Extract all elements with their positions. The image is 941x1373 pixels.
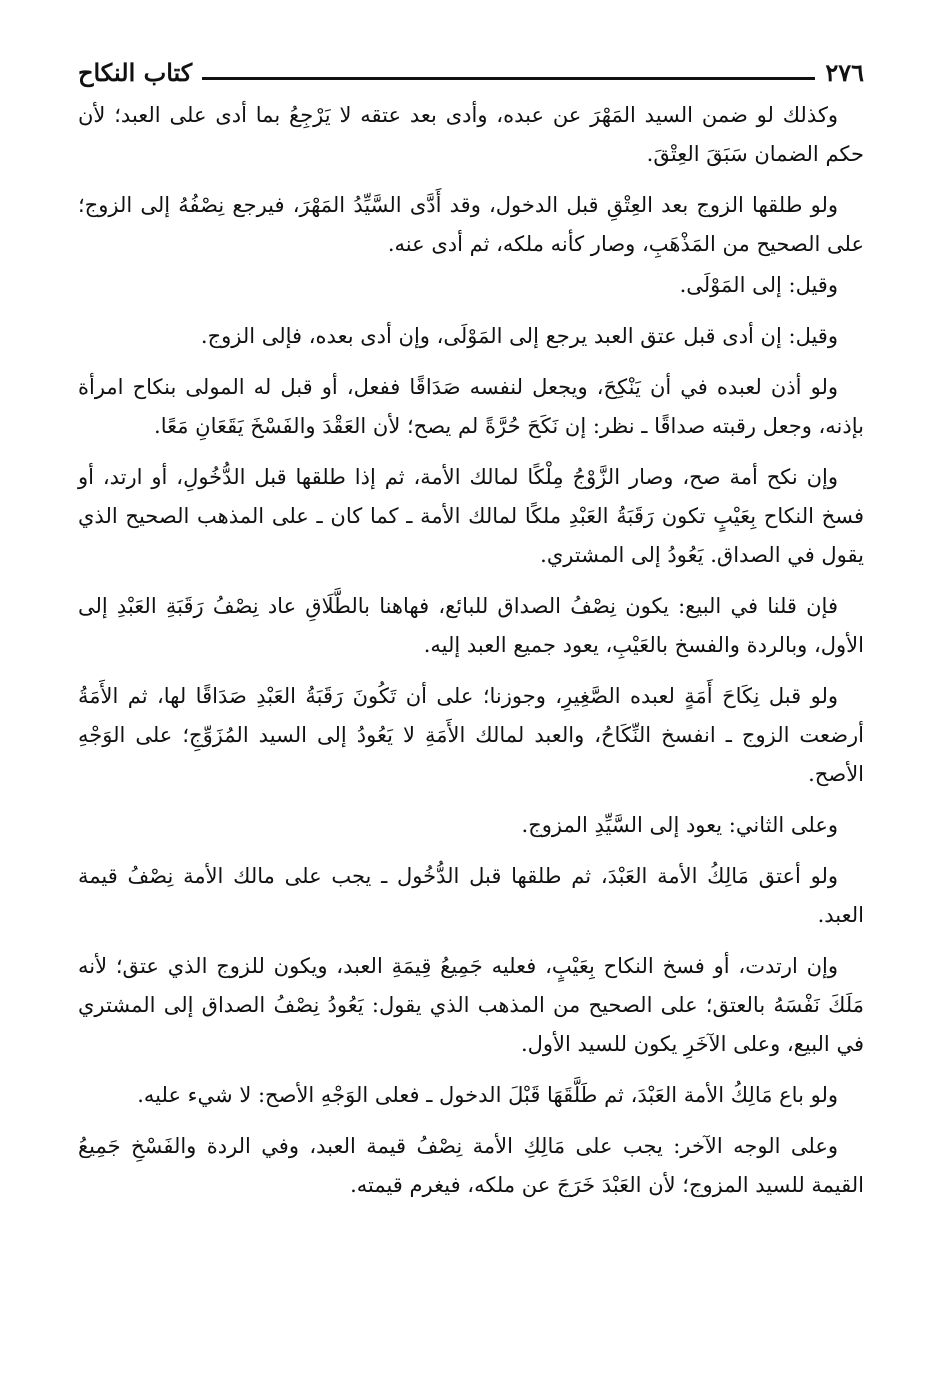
paragraph: ولو أذن لعبده في أن يَنْكِحَ، ويجعل لنفسه صَدَاقًا ففعل، أو قبل له المولى بنكاح امرأة بإذنه، وجعل رقبته صداقًا ـ نظر: إن نَكَحَ حُرَّةً لم يصح؛ لأن العَقْدَ والفَسْخَ يَقَعَانِ مَعًا.	[78, 375, 864, 438]
paragraph: فإن قلنا في البيع: يكون نِصْفُ الصداق للبائع، فهاهنا بالطَّلَاقِ عاد نِصْفُ رَقَبَةِ العَبْدِ إلى الأول، وبالردة والفسخ بالعَيْبِ، يعود جميع العبد إليه.	[78, 594, 864, 657]
paragraph: وإن نكح أمة صح، وصار الزَّوْجُ مِلْكًا لمالك الأمة، ثم إذا طلقها قبل الدُّخُولِ، أو ارتد، أو فسخ النكاح بِعَيْبٍ تكون رَقَبَةُ العَبْدِ ملكًا لمالك الأمة ـ كما كان ـ على المذهب الصحيح الذي يقول في الصداق. يَعُودُ إلى المشتري.	[78, 465, 864, 567]
book-page	[78, 52, 864, 1217]
paragraph: ولو باع مَالِكُ الأمة العَبْدَ، ثم طَلَّقَهَا قَبْلَ الدخول ـ فعلى الوَجْهِ الأصح: لا شيء عليه.	[137, 1083, 838, 1107]
running-title: كتاب النكاح	[78, 57, 193, 87]
paragraph: وقيل: إن أدى قبل عتق العبد يرجع إلى المَوْلَى، وإن أدى بعده، فإلى الزوج.	[200, 324, 838, 348]
paragraph: وكذلك لو ضمن السيد المَهْرَ عن عبده، وأدى بعد عتقه لا يَرْجِعُ بما أدى على العبد؛ لأن حكم الضمان سَبَقَ العِتْقَ.	[78, 103, 864, 166]
paragraph: وقيل: إلى المَوْلَى.	[679, 273, 838, 297]
paragraph: ولو أعتق مَالِكُ الأمة العَبْدَ، ثم طلقها قبل الدُّخُول ـ يجب على مالك الأمة نِصْفُ قيمة العبد.	[78, 864, 864, 927]
paragraph: وإن ارتدت، أو فسخ النكاح بِعَيْبٍ، فعليه جَمِيعُ قِيمَةِ العبد، ويكون للزوج الذي عتق؛ لأنه مَلَكَ نَفْسَهُ بالعتق؛ على الصحيح من المذهب الذي يقول: يَعُودُ نِصْفُ الصداق إلى المشتري في البيع، وعلى الآخَرِ يكون للسيد الأول.	[78, 954, 864, 1056]
header-rule	[202, 77, 815, 80]
paragraph: ولو طلقها الزوج بعد العِتْقِ قبل الدخول، وقد أَدَّى السَّيِّدُ المَهْرَ، فيرجع نِصْفُهُ إلى الزوج؛ على الصحيح من المَذْهَبِ، وصار كأنه ملكه، ثم أدى عنه.	[78, 193, 864, 256]
page-number: ٢٧٦	[825, 57, 864, 87]
body-text	[78, 96, 864, 1205]
paragraph: وعلى الوجه الآخر: يجب على مَالِكِ الأمة نِصْفُ قيمة العبد، وفي الردة والفَسْخِ جَمِيعُ القيمة للسيد المزوج؛ لأن العَبْدَ خَرَجَ عن ملكه، فيغرم قيمته.	[78, 1134, 864, 1197]
paragraph: وعلى الثاني: يعود إلى السَّيِّدِ المزوج.	[521, 813, 838, 837]
paragraph: ولو قبل نِكَاحَ أَمَةٍ لعبده الصَّغِيرِ، وجوزنا؛ على أن تَكُونَ رَقَبَةُ العَبْدِ صَدَاقًا لها، ثم الأَمَةُ أرضعت الزوج ـ انفسخ النِّكَاحُ، والعبد لمالك الأَمَةِ لا يَعُودُ إلى السيد المُزَوِّجِ؛ على الوَجْهِ الأصح.	[78, 684, 864, 786]
page-header	[78, 52, 864, 92]
